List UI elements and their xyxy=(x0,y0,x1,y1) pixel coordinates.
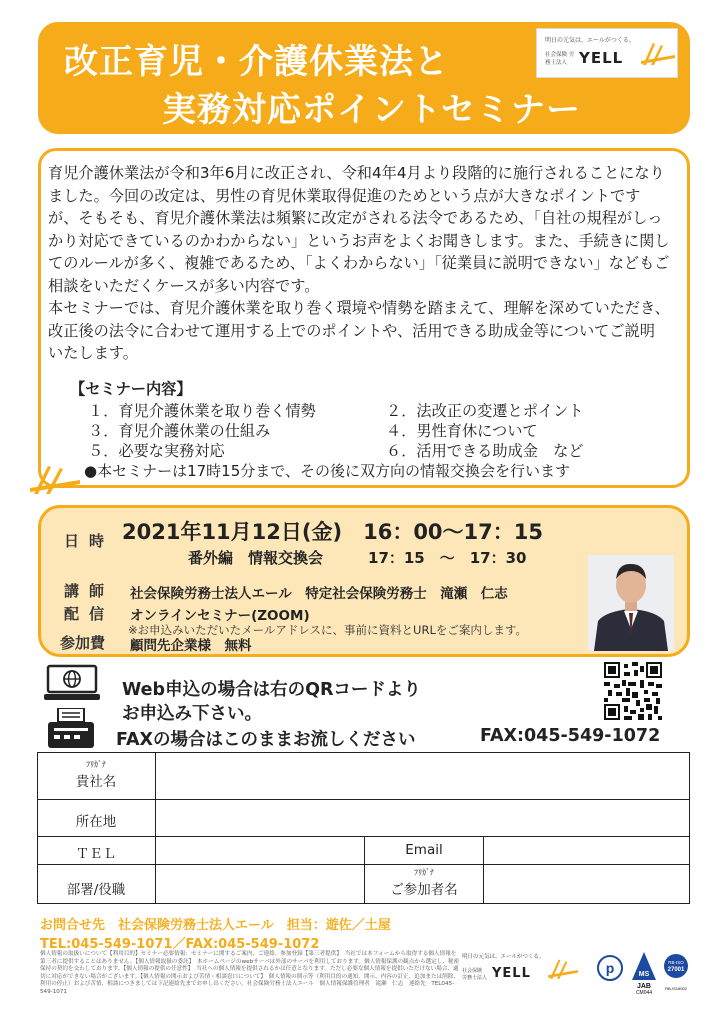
cert-rbiso-label: RB-ISO xyxy=(668,960,684,965)
company-label: 貴社名 xyxy=(75,774,117,790)
delivery-note: ※お申込みいただいたメールアドレスに、事前に資料とURLをご案内します。 xyxy=(128,623,527,637)
delivery-value: オンラインセミナー(ZOOM) xyxy=(130,608,310,624)
web-apply-line-2: お申込み下さい。 xyxy=(122,704,262,724)
datetime-label: 日時 xyxy=(64,532,115,550)
lecturer-photo xyxy=(588,555,674,651)
jab-certification-icon xyxy=(630,950,658,994)
contents-heading: 【セミナー内容】 xyxy=(70,380,192,398)
footer-logo-name: YELL xyxy=(492,966,531,981)
cert-jab-label: JAB xyxy=(636,983,652,990)
tel-field[interactable] xyxy=(157,838,363,863)
tel-label: ＴＥＬ xyxy=(75,846,117,862)
address-field[interactable] xyxy=(157,801,688,835)
contents-item-6: ６．活用できる助成金 など xyxy=(386,442,584,460)
svg-text:p: p xyxy=(605,960,615,976)
intro-paragraph-2: 本セミナーでは、育児介護休業を取り巻く環境や情勢を踏まえて、理解を深めていただき、改正後の法令に合わせて運用する上でのポイントや、活用できる助成金等についてご説明いたします。 xyxy=(48,299,670,362)
attendee-name-field[interactable] xyxy=(485,866,688,902)
contents-item-5: ５．必要な実務対応 xyxy=(88,442,225,460)
title-line-2: 実務対応ポイントセミナー xyxy=(162,90,581,130)
form-divider xyxy=(483,836,484,904)
department-field[interactable] xyxy=(157,866,363,902)
address-label: 所在地 xyxy=(75,814,117,830)
intro-paragraph-1: 育児介護休業法が令和3年6月に改正され、令和4年4月より段階的に施行されることになりました。今回の改定は、男性の育児休業取得促進のためという点が大きなポイントですが、そもそも、育児介護休業法は頻繁に改定がされる法令であるため、「自社の規程がしっかり対応できているのかわからない」というお声をよくお聞きします。また、手続きに関してのルールが多く、複雑であるため、「よくわからない」「従業員に説明できない」などもご相談をいただくケースが多い内容です。 xyxy=(48,164,670,295)
footer-yell-logo xyxy=(462,950,582,990)
cert-27001-label: 27001 xyxy=(667,967,685,973)
fee-label: 参加費 xyxy=(60,634,106,652)
delivery-label: 配信 xyxy=(64,605,115,623)
privacy-mark-icon xyxy=(596,950,624,994)
footer-logo-subtitle: 社会保険 労務士法人 xyxy=(462,968,488,981)
fax-apply-line: FAXの場合はこのままお流しください xyxy=(116,730,416,750)
iso-certification-icon xyxy=(662,950,690,994)
cert-id-label: RB-IS16002 xyxy=(665,986,687,991)
email-label: Email xyxy=(405,842,443,858)
email-field[interactable] xyxy=(485,838,688,863)
company-name-label xyxy=(40,760,152,790)
form-divider xyxy=(155,752,156,904)
privacy-policy-text: 個人情報の取扱いについて【利用目的】セミナー必要情報：セミナーに関するご案内、ご連絡、参加登録【第三者提供】 当社では本フォームから取得する個人情報を第三者に提供することはありません。【個人情報取扱の委託】 本ホームページのwebサーバは外部のサーバを利用しております。個人情報保護の観点から選定し、秘密保持の契約を交わしております。【個人情報の提供の任意性】 当社への個人情報を提供されるかは任意となります。ただし必要な個人情報を提供いただけない場合、適切に対応ができない場合がございます。【個人情報の開示および苦情・相談窓口について】 個人情報の開示等（利用目的の通知、開示、内容の訂正、追加または削除、利用の停止）および苦情、相談につきましては下記連絡先までお申し出ください。社会保険労務士法人エール 個人情報保護管理者 滝瀬 仁志 連絡先 TEL045-549-1071 xyxy=(40,951,460,995)
web-apply-line-1: Web申込の場合は右のQRコードより xyxy=(122,680,421,700)
contents-item-2: ２．法改正の変遷とポイント xyxy=(386,402,584,420)
logo-subtitle: 社会保険 労務士法人 xyxy=(545,52,575,66)
company-furigana: ﾌﾘｶﾞﾅ xyxy=(86,760,106,769)
yell-logo xyxy=(536,28,678,78)
cert-ms-label: MS xyxy=(638,971,650,978)
attendee-label: ご参加者名 xyxy=(390,882,458,898)
title-line-1: 改正育児・介護休業法と xyxy=(64,42,449,82)
yell-flag-icon xyxy=(30,460,80,500)
department-label: 部署/役職 xyxy=(66,882,126,898)
contents-item-4: ４．男性育休について xyxy=(386,422,538,440)
lecturer-value: 社会保険労務士法人エール 特定社会保険労務士 滝瀬 仁志 xyxy=(130,586,508,602)
session-note: ●本セミナーは17時15分まで、その後に双方向の情報交換会を行います xyxy=(84,462,570,480)
attendee-furigana: ﾌﾘｶﾞﾅ xyxy=(414,868,434,877)
logo-tagline: 明日の元気は、エールがつくる。 xyxy=(545,37,635,44)
form-divider xyxy=(37,799,690,800)
contents-item-1: １．育児介護休業を取り巻く情勢 xyxy=(88,402,316,420)
contact-line: お問合せ先 社会保険労務士法人エール 担当：遊佐／土屋 xyxy=(40,918,391,933)
cert-code-label: CM044 xyxy=(635,990,653,994)
extra-session-value: 番外編 情報交換会 17：15 ～ 17：30 xyxy=(188,549,527,567)
contents-item-3: ３．育児介護休業の仕組み xyxy=(88,422,271,440)
datetime-value: 2021年11月12日(金) 16：00～17：15 xyxy=(122,520,543,544)
fee-value: 顧問先企業様 無料 xyxy=(130,638,252,654)
yell-flag-icon xyxy=(548,956,578,984)
logo-name: YELL xyxy=(579,49,624,67)
fax-number: FAX:045-549-1072 xyxy=(480,726,661,746)
globe-monitor-icon xyxy=(44,664,100,702)
footer-logo-tagline: 明日の元気は、エールがつくる。 xyxy=(462,954,545,960)
fax-machine-icon xyxy=(48,708,94,748)
qr-code-icon[interactable] xyxy=(604,662,662,720)
company-name-field[interactable] xyxy=(157,754,688,798)
attendee-name-label xyxy=(366,868,482,898)
contact-tel-fax: TEL:045-549-1071／FAX:045-549-1072 xyxy=(40,937,320,952)
intro-text xyxy=(48,162,670,365)
form-divider xyxy=(364,836,365,904)
yell-flag-icon xyxy=(641,39,675,71)
lecturer-label: 講師 xyxy=(64,582,115,600)
